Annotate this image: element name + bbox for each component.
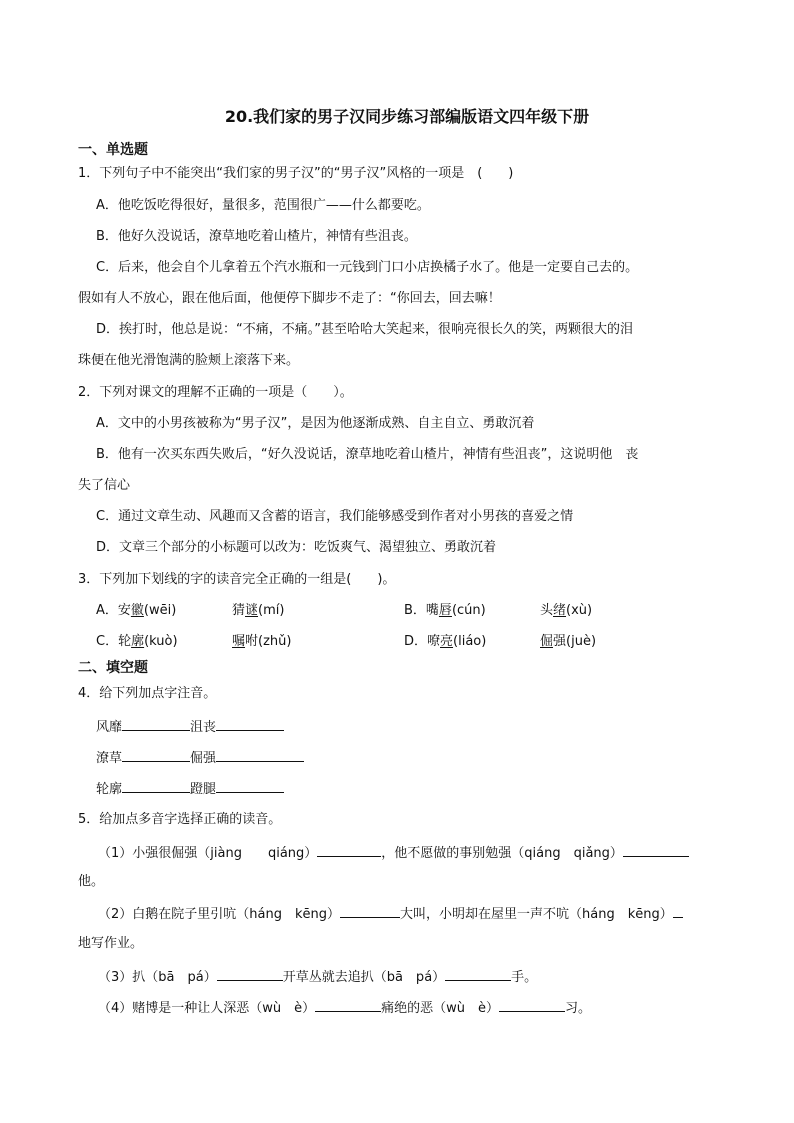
section-heading-fill-blank: 二、填空题 [78, 660, 148, 676]
section-heading-single-choice: 一、单选题 [78, 142, 148, 158]
question-2-option-b-line1: B．他有一次买东西失败后，“好久没说话，潦草地吃着山楂片，神情有些沮丧”，这说明他 丧 [96, 447, 639, 462]
question-1-stem: 1．下列句子中不能突出“我们家的男子汉”的“男子汉”风格的一项是 ( ) [78, 166, 514, 181]
question-2-option-c: C．通过文章生动、风趣而又含蓄的语言，我们能够感受到作者对小男孩的喜爱之情 [96, 509, 574, 524]
question-3-option-c: C．轮廓(kuò) [96, 634, 178, 649]
question-1-option-c-line2: 假如有人不放心，跟在他后面，他便停下脚步不走了：“你回去，回去嘛！ [78, 291, 501, 306]
underlined-char: 廓 [131, 634, 145, 649]
question-4-row-1: 风靡 沮丧 [96, 716, 284, 738]
question-5-item-3: （3）扒（bā pá） 开草丛就去追扒（bā pá） 手。 [98, 966, 537, 988]
underlined-char: 嘱 [232, 634, 246, 649]
question-5-item-2-line1: （2）白鹅在院子里引吭（háng kēng） 大叫，小明却在屋里一声不吭（háng kēng） [98, 903, 683, 925]
question-3-option-c-word2: 嘱咐(zhǔ) [232, 634, 292, 649]
underlined-char: 倔 [540, 634, 554, 649]
question-5-stem: 5．给加点多音字选择正确的读音。 [78, 812, 282, 827]
answer-blank[interactable] [122, 778, 190, 793]
answer-blank[interactable] [217, 966, 283, 981]
question-3-option-b-word2: 头绪(xù) [540, 603, 593, 618]
answer-blank[interactable] [216, 747, 304, 762]
answer-blank[interactable] [340, 903, 400, 918]
page-title: 20.我们家的男子汉同步练习部编版语文四年级下册 [224, 107, 590, 126]
question-2-option-d: D．文章三个部分的小标题可以改为：吃饭爽气、渴望独立、勇敢沉着 [96, 540, 497, 555]
underlined-char: 谜 [245, 603, 259, 618]
answer-blank[interactable] [216, 778, 284, 793]
question-4-stem: 4．给下列加点字注音。 [78, 686, 217, 701]
underlined-char: 亮 [440, 634, 454, 649]
answer-blank[interactable] [122, 747, 190, 762]
answer-blank[interactable] [216, 716, 284, 731]
answer-blank[interactable] [445, 966, 511, 981]
question-1-option-c-line1: C．后来，他会自个儿拿着五个汽水瓶和一元钱到门口小店换橘子水了。他是一定要自己去的。 [96, 260, 639, 275]
question-2-option-a: A．文中的小男孩被称为“男子汉”，是因为他逐渐成熟、自主自立、勇敢沉着 [96, 416, 535, 431]
question-1-option-b: B．他好久没说话，潦草地吃着山楂片，神情有些沮丧。 [96, 229, 417, 244]
question-3-option-a: A．安徽(wēi) [96, 603, 177, 618]
underlined-char: 徽 [130, 603, 144, 618]
question-2-option-b-line2: 失了信心 [78, 478, 131, 493]
question-4-row-3: 轮廓 蹬腿 [96, 778, 284, 800]
answer-blank[interactable] [122, 716, 190, 731]
question-3-option-d-word2: 倔强(juè) [540, 634, 597, 649]
question-2-stem: 2．下列对课文的理解不正确的一项是（ ）。 [78, 385, 353, 400]
question-5-item-1-line2: 他。 [78, 874, 105, 889]
question-1-option-a: A．他吃饭吃得很好，量很多，范围很广——什么都要吃。 [96, 198, 430, 213]
question-1-option-d-line1: D．挨打时，他总是说：“不痛，不痛。”甚至哈哈大笑起来，很响亮很长久的笑，两颗很大的泪 [96, 322, 633, 337]
question-3-stem: 3．下列加下划线的字的读音完全正确的一组是( )。 [78, 572, 396, 587]
underlined-char: 绪 [553, 603, 567, 618]
answer-blank[interactable] [317, 842, 381, 857]
question-3-option-b: B．嘴唇(cún) [404, 603, 486, 618]
answer-blank[interactable] [673, 903, 683, 918]
question-1-option-d-line2: 珠便在他光滑饱满的脸颊上滚落下来。 [78, 353, 300, 368]
answer-blank[interactable] [623, 842, 689, 857]
answer-blank[interactable] [315, 997, 381, 1012]
underlined-char: 唇 [438, 603, 452, 618]
question-3-option-a-word2: 猜谜(mí) [232, 603, 285, 618]
answer-blank[interactable] [499, 997, 565, 1012]
question-4-row-2: 潦草 倔强 [96, 747, 304, 769]
question-3-option-d: D．嘹亮(liáo) [404, 634, 487, 649]
question-5-item-4: （4）赌博是一种让人深恶（wù è） 痛绝的恶（wù è） 习。 [98, 997, 591, 1019]
question-5-item-2-line2: 地写作业。 [78, 936, 144, 951]
question-5-item-1-line1: （1）小强很倔强（jiàng qiáng） ，他不愿做的事别勉强（qiáng qiǎng） [98, 842, 689, 864]
